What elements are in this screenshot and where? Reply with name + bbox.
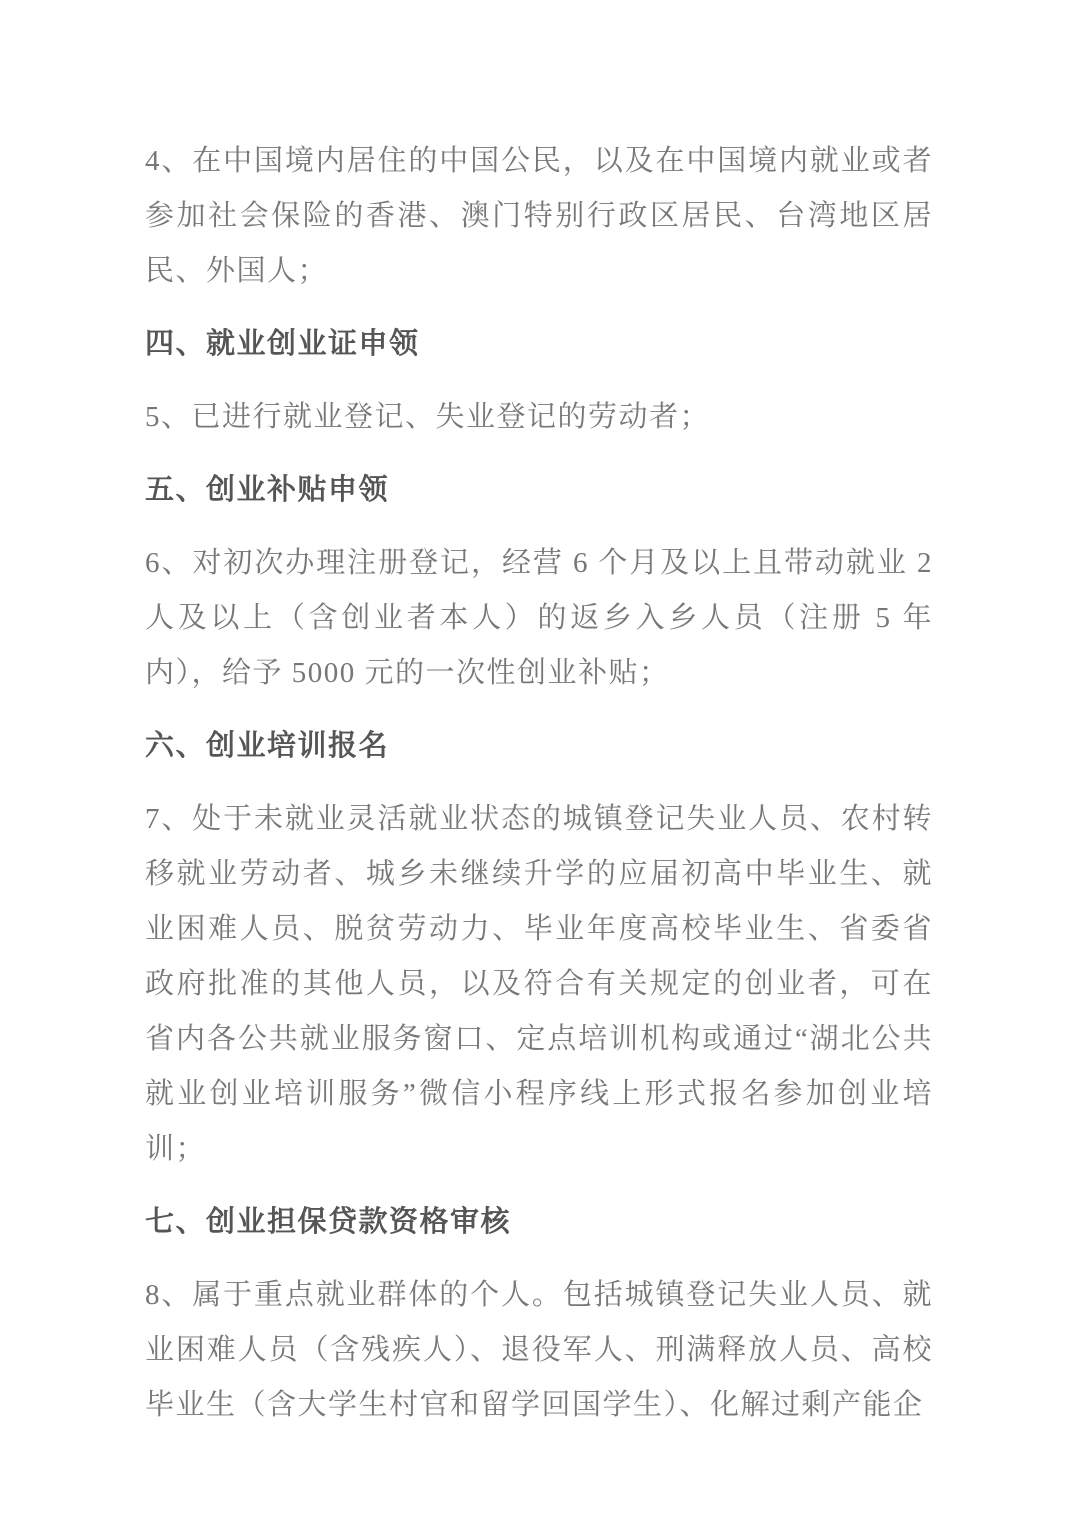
section-heading-5: 五、创业补贴申领: [145, 474, 390, 506]
section-heading-4: 四、就业创业证申领: [145, 328, 420, 360]
paragraph-item-4: 4、在中国境内居住的中国公民，以及在中国境内就业或者参加社会保险的香港、澳门特别行政区居民、台湾地区居民、外国人；: [145, 145, 933, 287]
paragraph-item-6: 6、对初次办理注册登记，经营 6 个月及以上且带动就业 2 人及以上（含创业者本人）的返乡入乡人员（注册 5 年内），给予 5000 元的一次性创业补贴；: [145, 547, 933, 689]
section-heading-6: 六、创业培训报名: [145, 730, 390, 762]
section-heading-7: 七、创业担保贷款资格审核: [145, 1206, 512, 1238]
paragraph-item-5: 5、已进行就业登记、失业登记的劳动者；: [145, 401, 711, 433]
paragraph-item-8: 8、属于重点就业群体的个人。包括城镇登记失业人员、就业困难人员（含残疾人）、退役军人、刑满释放人员、高校毕业生（含大学生村官和留学回国学生）、化解过剩产能企: [145, 1279, 933, 1421]
paragraph-item-7: 7、处于未就业灵活就业状态的城镇登记失业人员、农村转移就业劳动者、城乡未继续升学的应届初高中毕业生、就业困难人员、脱贫劳动力、毕业年度高校毕业生、省委省政府批准的其他人员，以及符合有关规定的创业者，可在省内各公共就业服务窗口、定点培训机构或通过“湖北公共就业创业培训服务”微信小程序线上形式报名参加创业培训；: [145, 803, 933, 1165]
